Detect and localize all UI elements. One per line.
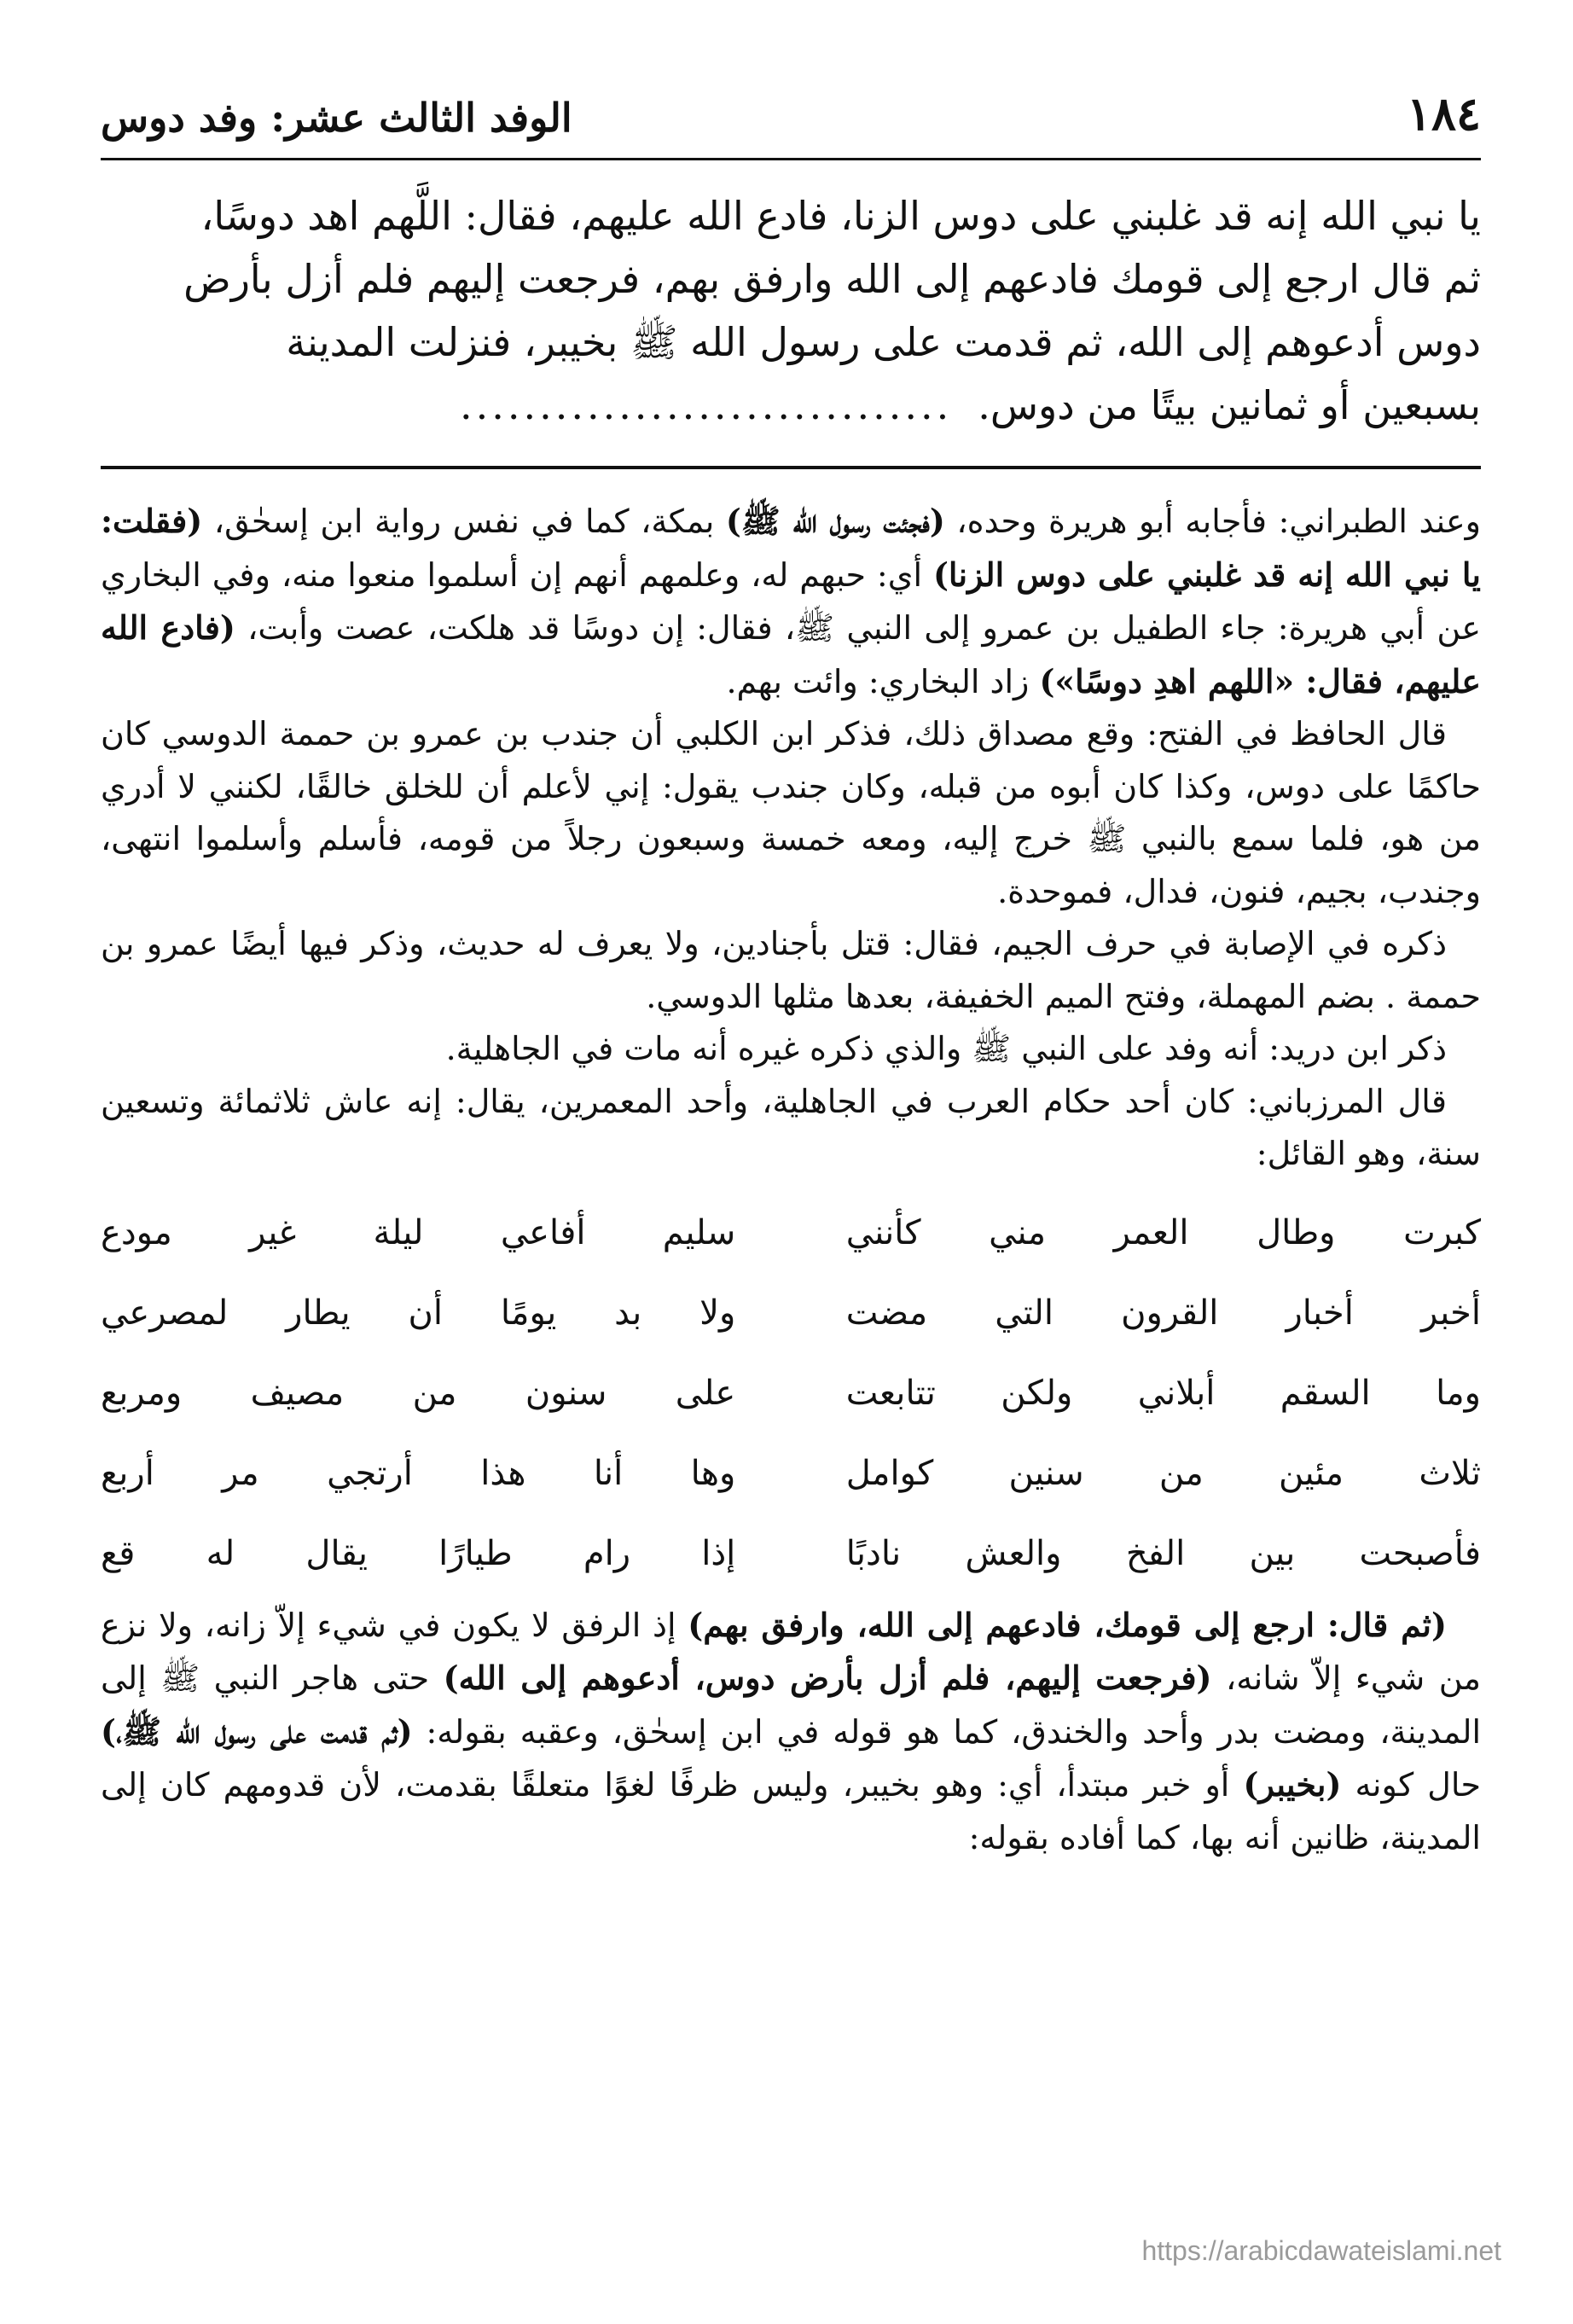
quoted-matn: (بخيبر) (1243, 1765, 1342, 1804)
verse-second-half: ولا بد يومًا أن يطار لمصرعي (101, 1293, 736, 1333)
verse-first-half: كبرت وطال العمر مني كأنني (845, 1212, 1481, 1252)
commentary-text: وعند الطبراني: فأجابه أبو هريرة وحده، (944, 503, 1481, 540)
commentary-paragraph: قال الحافظ في الفتح: وقع مصداق ذلك، فذكر ابن الكلبي أن جندب بن عمرو بن حممة الدوسي كان حاكمًا على دوس، وكذا كان أبوه من قبله، وكان جندب يقول: إني لأعلم أن للخلق خالقًا، لكنني لا أدري من هو، فلما سمع بالنبي ﷺ خرج إليه، ومعه خمسة وسبعون رجلاً من قومه، فأسلم وأسلموا انتهى، وجندب، بجيم، فنون، فدال، فموحدة. (101, 715, 1481, 910)
poem (101, 1193, 1481, 1594)
book-page (101, 81, 1481, 1864)
header-rule (101, 158, 1481, 160)
quoted-matn: (فجئت رسول الله ﷺ) (725, 502, 945, 540)
poem-verse (101, 1193, 1481, 1273)
commentary-paragraph: ذكر ابن دريد: أنه وفد على النبي ﷺ والذي ذكره غيره أنه مات في الجاهلية. (445, 1030, 1447, 1067)
verse-first-half: فأصبحت بين الفخ والعش نادبًا (845, 1533, 1481, 1573)
hadith-line: ثم قال ارجع إلى قومك فادعهم إلى الله وارفق بهم، فرجعت إليهم فلم أزل بأرض (183, 256, 1481, 302)
verse-first-half: ثلاث مئين من سنين كوامل (845, 1453, 1481, 1493)
commentary-text: إذ الرفق لا يكون في شيء إلاّ زانه، ولا نزع من شيء إلاّ شانه، (101, 1606, 1481, 1697)
commentary-text: أي: حبهم له، وعلمهم أنهم إن أسلموا منعوا منه، وفي البخاري عن أبي هريرة: جاء الطفيل بن عمرو إلى النبي ﷺ، فقال: إن دوسًا قد هلكت، عصت وأبت، (101, 555, 1481, 647)
commentary-paragraph: قال المرزباني: كان أحد حكام العرب في الجاهلية، وأحد المعمرين، يقال: إنه عاش ثلاثمائة وتسعين سنة، وهو القائل: (101, 1082, 1481, 1172)
hadith-line: دوس أدعوهم إلى الله، ثم قدمت على رسول الله ﷺ بخيبر، فنزلت المدينة (286, 319, 1481, 365)
verse-first-half: أخبر أخبار القرون التي مضت (845, 1293, 1481, 1333)
website-watermark: https://arabicdawateislami.net (1141, 2235, 1501, 2266)
section-divider (101, 466, 1481, 469)
verse-second-half: وها أنا هذا أرتجي مر أربع (101, 1453, 736, 1493)
quoted-matn: (فادع الله عليهم، فقال: «اللهم اهدِ دوسًا») (101, 608, 1481, 700)
commentary-paragraph (101, 1599, 1481, 1865)
commentary-text: زاد البخاري: وائت بهم. (726, 662, 1040, 700)
commentary-text: حتى هاجر النبي ﷺ إلى المدينة، ومضت بدر وأحد والخندق، كما هو قوله في ابن إسحٰق، وعقبه بقوله: (101, 1659, 1482, 1751)
quoted-matn: (فقلت: يا نبي الله إنه قد غلبني على دوس الزنا) (101, 502, 1481, 594)
quoted-matn: (ثم قدمت على رسول الله ﷺ،) (101, 1711, 413, 1751)
page-number: ١٨٤ (1406, 86, 1481, 141)
hadith-line-last (101, 374, 1481, 437)
commentary-paragraph (101, 495, 1481, 708)
hadith-text (101, 184, 1481, 437)
page-header (101, 81, 1481, 141)
poem-verse (101, 1433, 1481, 1514)
poem-verse (101, 1273, 1481, 1353)
running-title: الوفد الثالث عشر: وفد دوس (101, 95, 572, 141)
hadith-line-text: بسبعين أو ثمانين بيتًا من دوس. (978, 382, 1481, 428)
commentary-text: أو خبر مبتدأ، أي: وهو بخيبر، وليس ظرفًا لغوًا متعلقًا بقدمت، لأن قدومهم كان إلى المدينة، ظانين أنه بها، كما أفاده بقوله: (101, 1766, 1481, 1856)
dotted-leader: ............................... (459, 382, 953, 428)
quoted-matn: (فرجعت إليهم، فلم أزل بأرض دوس، أدعوهم إلى الله) (443, 1659, 1212, 1697)
poem-verse (101, 1353, 1481, 1433)
commentary-paragraph: ذكره في الإصابة في حرف الجيم، فقال: قتل بأجنادين، ولا يعرف له حديث، وذكر فيها أيضًا عمرو بن حممة . بضم المهملة، وفتح الميم الخفيفة، بعدها مثلها الدوسي. (101, 925, 1481, 1015)
verse-second-half: إذا رام طيارًا يقال له قع (101, 1533, 736, 1573)
verse-second-half: سليم أفاعي ليلة غير مودع (101, 1212, 736, 1252)
poem-verse (101, 1514, 1481, 1594)
commentary (101, 495, 1481, 1864)
verse-second-half: على سنون من مصيف ومربع (101, 1373, 736, 1413)
quoted-matn: (ثم قال: ارجع إلى قومك، فادعهم إلى الله، وارفق بهم) (688, 1605, 1447, 1644)
commentary-text: بمكة، كما في نفس رواية ابن إسحٰق، (202, 503, 726, 540)
commentary-text: حال كونه (1341, 1766, 1481, 1804)
verse-first-half: وما السقم أبلاني ولكن تتابعت (845, 1373, 1481, 1413)
hadith-line: يا نبي الله إنه قد غلبني على دوس الزنا، فادع الله عليهم، فقال: اللَّهم اهد دوسًا، (200, 193, 1481, 239)
